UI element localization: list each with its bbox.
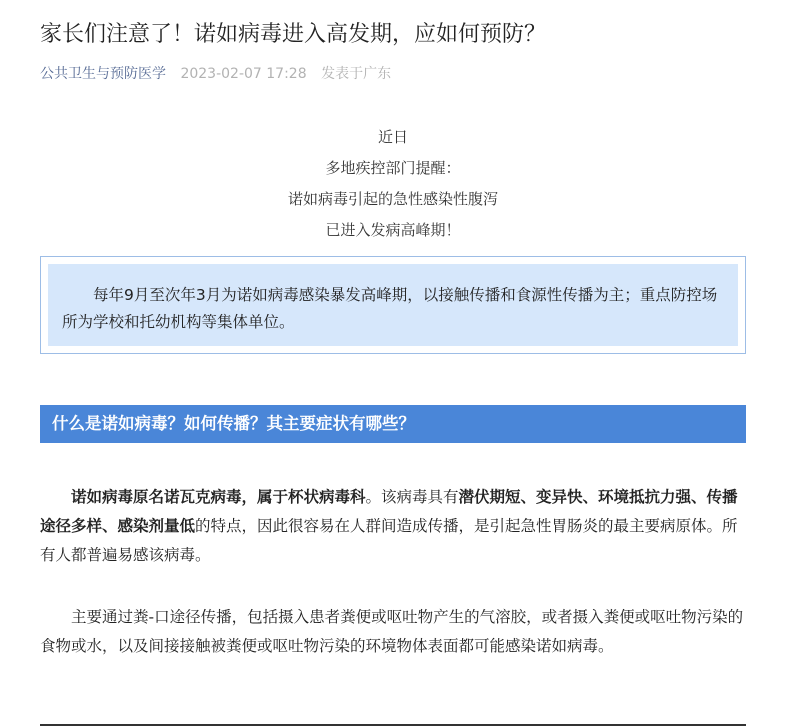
intro-block	[40, 122, 746, 246]
intro-line: 近日	[377, 128, 408, 146]
intro-line: 已进入发病高峰期！	[325, 221, 461, 239]
callout-text: 每年9月至次年3月为诺如病毒感染暴发高峰期，以接触传播和食源性传播为主；重点防控场所为学校和托幼机构等集体单位。	[48, 264, 738, 346]
publish-location: 发表于广东	[321, 66, 392, 82]
article-meta	[40, 63, 391, 85]
intro-line: 多地疾控部门提醒：	[325, 159, 461, 177]
author-link[interactable]: 公共卫生与预防医学	[40, 66, 166, 82]
callout-box	[40, 256, 746, 354]
section-heading: 什么是诺如病毒？如何传播？其主要症状有哪些？	[40, 405, 746, 443]
bold-phrase: 诺如病毒原名诺瓦克病毒，属于杯状病毒科	[71, 488, 366, 506]
text-span: 。该病毒具有	[365, 488, 459, 506]
text-span: 的特点，因此很容易在人群间造成传播，是引起急性胃肠炎的最主要病原体。所有人都普遍易感该病毒。	[40, 517, 738, 564]
paragraph-transmission: 主要通过粪-口途径传播，包括摄入患者粪便或呕吐物产生的气溶胶，或者摄入粪便或呕吐物污染的食物或水，以及间接接触被粪便或呕吐物污染的环境物体表面都可能感染诺如病毒。	[40, 608, 744, 655]
divider	[40, 724, 746, 726]
paragraph-virus-intro	[40, 483, 746, 570]
bold-phrase: 潜伏期短、变异快、环境抵抗力强、传播途径多样、感染剂量低	[40, 488, 738, 535]
article-title: 家长们注意了！诺如病毒进入高发期，应如何预防？	[40, 22, 547, 47]
intro-line: 诺如病毒引起的急性感染性腹泻	[287, 190, 498, 208]
publish-time: 2023-02-07 17:28	[180, 66, 307, 82]
